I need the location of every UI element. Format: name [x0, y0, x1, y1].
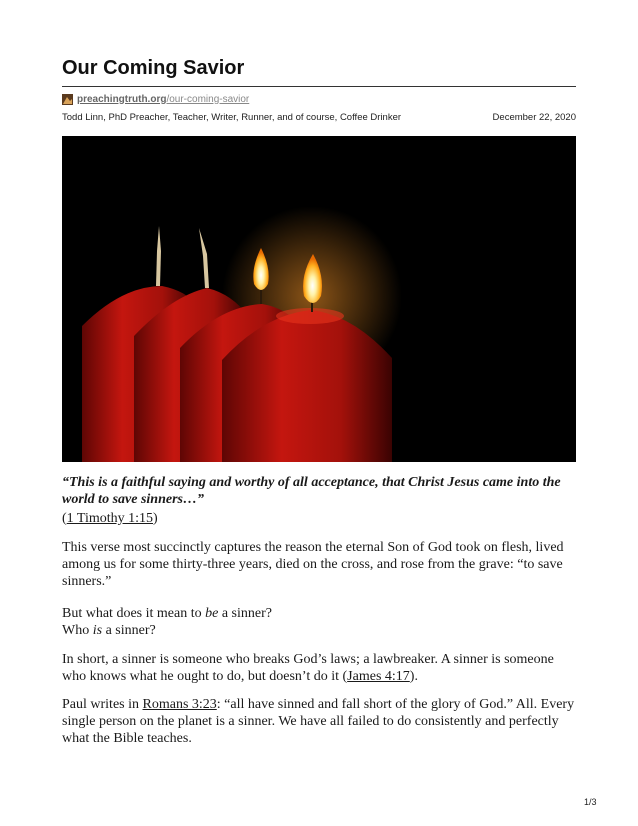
cite-close-paren: ) — [153, 511, 158, 526]
p3-text: In short, a sinner is someone who breaks God’s laws; a lawbreaker. A sinner is someone who knows what he ought to do, but doesn’t do it ( — [62, 652, 554, 684]
source-line — [62, 92, 249, 106]
page-number: 1/3 — [584, 797, 597, 807]
p2-text: a sinner? — [218, 606, 272, 621]
cite-open-paren: ( — [62, 511, 67, 526]
cite-link-romans[interactable]: Romans 3:23 — [142, 697, 217, 712]
byline — [62, 112, 576, 123]
source-domain-link[interactable]: preachingtruth.org — [77, 93, 167, 105]
site-favicon-icon — [62, 94, 73, 105]
p2-emphasis: is — [92, 623, 103, 638]
p2-emphasis: be — [205, 606, 219, 621]
advent-candles-image — [62, 136, 576, 462]
cite-link-1-timothy[interactable]: 1 Timothy 1:15 — [66, 511, 154, 526]
scripture-citation — [62, 510, 158, 527]
p2-text: Who — [62, 623, 93, 638]
paragraph-4 — [62, 696, 576, 747]
page-title: Our Coming Savior — [62, 57, 245, 79]
p2-text: But what does it mean to — [62, 606, 206, 621]
source-path-link[interactable]: /our-coming-savior — [166, 93, 250, 105]
author: Todd Linn, PhD Preacher, Teacher, Writer, Runner, and of course, Coffee Drinker — [62, 112, 402, 123]
p3-text: ). — [409, 669, 418, 684]
p4-text: : “all have sinned and fall short of the glory of God.” All. Every single person on the planet is a sinner. We have all failed to do consistently and perfectly what the Bible teaches. — [62, 697, 575, 746]
p4-text: Paul writes in — [62, 697, 143, 712]
publish-date: December 22, 2020 — [492, 112, 576, 123]
paragraph-3 — [62, 651, 576, 685]
scripture-quote: “This is a faithful saying and worthy of all acceptance, that Christ Jesus came into the world to save sinners…” — [62, 475, 561, 507]
cite-link-james[interactable]: James 4:17 — [347, 669, 410, 684]
title-divider — [62, 86, 576, 87]
paragraph-2 — [62, 605, 576, 639]
p2-text: a sinner? — [102, 623, 156, 638]
paragraph-1: This verse most succinctly captures the reason the eternal Son of God took on flesh, lived among us for some thirty-three years, died on the cross, and rose from the grave: “to save sinners.” — [62, 540, 564, 589]
